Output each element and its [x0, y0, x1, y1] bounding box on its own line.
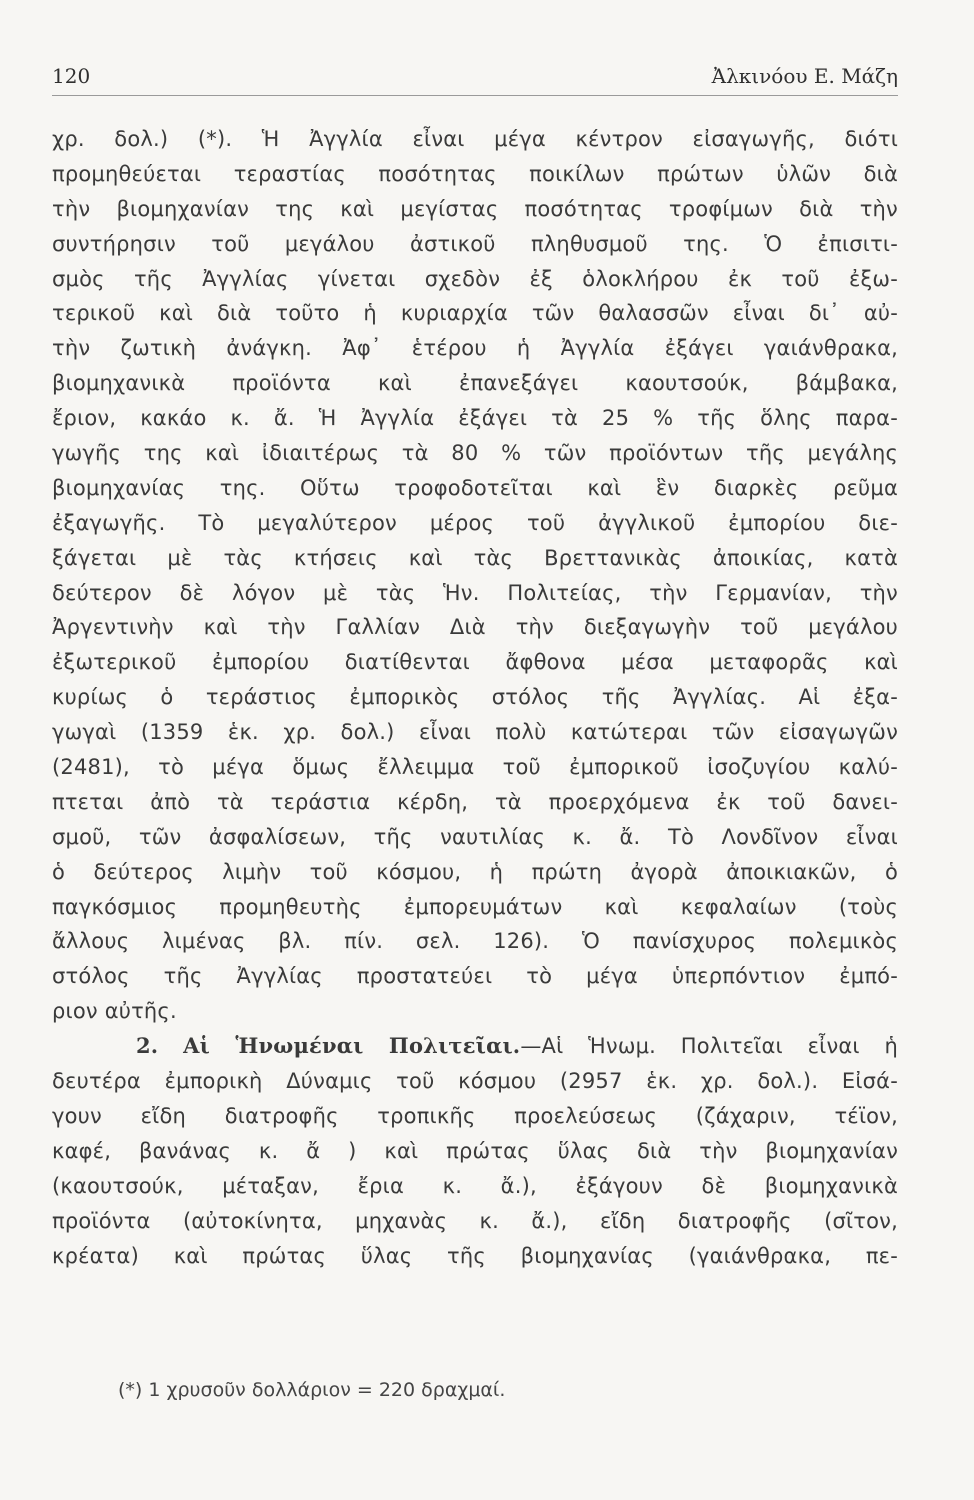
text-line: ξάγεται μὲ τὰς κτήσεις καὶ τὰς Βρεττανικὰς ἀποικίας, κατὰ — [52, 545, 898, 570]
text-line: κρέατα) καὶ πρώτας ὕλας τῆς βιομηχανίας (γαιάνθρακα, πε- — [52, 1243, 898, 1268]
text-line: σμὸς τῆς Ἀγγλίας γίνεται σχεδὸν ἐξ ὁλοκλήρου ἐκ τοῦ ἐξω- — [52, 266, 898, 291]
text-line: (2481), τὸ μέγα ὅμως ἔλλειμμα τοῦ ἐμπορικοῦ ἰσοζυγίου καλύ- — [52, 755, 898, 780]
page-number: 120 — [52, 64, 91, 88]
text-line: χρ. δολ.) (*). Ἡ Ἀγγλία εἶναι μέγα κέντρον εἰσαγωγῆς, διότι — [52, 127, 898, 151]
text-line: ἐξαγωγῆς. Τὸ μεγαλύτερον μέρος τοῦ ἀγγλικοῦ ἐμπορίου διε- — [52, 510, 898, 535]
text-line: βιομηχανικὰ προϊόντα καὶ ἐπανεξάγει καουτσούκ, βάμβακα, — [52, 371, 898, 396]
section-number: 2. — [136, 1033, 159, 1059]
text-line: (καουτσούκ, μέταξαν, ἔρια κ. ἄ.), ἐξάγουν δὲ βιομηχανικὰ — [52, 1173, 898, 1198]
text-line: Ἀργεντινὴν καὶ τὴν Γαλλίαν Διὰ τὴν διεξαγωγὴν τοῦ μεγάλου — [52, 615, 898, 640]
text-line: προμηθεύεται τεραστίας ποσότητας ποικίλων πρώτων ὑλῶν διὰ — [52, 161, 898, 186]
text-line: δεύτερον δὲ λόγον μὲ τὰς Ἡν. Πολιτείας, τὴν Γερμανίαν, τὴν — [52, 580, 898, 605]
section-title: Αἱ Ἡνωμέναι Πολιτεῖαι. — [183, 1033, 521, 1059]
text-line: κυρίως ὁ τεράστιος ἐμπορικὸς στόλος τῆς Ἀγγλίας. Αἱ ἐξα- — [52, 685, 898, 710]
text-line: ὁ δεύτερος λιμὴν τοῦ κόσμου, ἡ πρώτη ἀγορὰ ἀποικιακῶν, ὁ — [52, 859, 898, 884]
text-line: ἔριον, κακάο κ. ἄ. Ἡ Ἀγγλία ἐξάγει τὰ 25 % τῆς ὅλης παρα- — [52, 406, 898, 431]
text-line: γωγαὶ (1359 ἑκ. χρ. δολ.) εἶναι πολὺ κατώτεραι τῶν εἰσαγωγῶν — [52, 720, 898, 745]
text-line: τὴν ζωτικὴ ἀνάγκη. Ἀφ᾽ ἑτέρου ἡ Ἀγγλία ἐξάγει γαιάνθρακα, — [52, 336, 898, 361]
header-rule — [52, 95, 898, 96]
text-line: συντήρησιν τοῦ μεγάλου ἀστικοῦ πληθυσμοῦ της. Ὁ ἐπισιτι- — [52, 231, 898, 256]
text-line: παγκόσμιος προμηθευτὴς ἐμπορευμάτων καὶ κεφαλαίων (τοὺς — [52, 894, 898, 919]
text-line: στόλος τῆς Ἀγγλίας προστατεύει τὸ μέγα ὑπερπόντιον ἐμπό- — [52, 964, 898, 989]
section-first-line: —Αἱ Ἡνωμ. Πολιτεῖαι εἶναι ἡ — [520, 1034, 898, 1059]
text-line: σμοῦ, τῶν ἀσφαλίσεων, τῆς ναυτιλίας κ. ἄ. Τὸ Λονδῖνον εἶναι — [52, 824, 898, 849]
text-line: δευτέρα ἐμπορικὴ Δύναμις τοῦ κόσμου (2957 ἑκ. χρ. δολ.). Εἰσά- — [52, 1069, 898, 1094]
text-line: πτεται ἀπὸ τὰ τεράστια κέρδη, τὰ προερχόμενα ἐκ τοῦ δανει- — [52, 789, 898, 814]
text-line: ἄλλους λιμένας βλ. πίν. σελ. 126). Ὁ πανίσχυρος πολεμικὸς — [52, 929, 898, 954]
running-title: Ἀλκινόου Ε. Μάζη — [711, 64, 898, 88]
text-line: τὴν βιομηχανίαν της καὶ μεγίστας ποσότητας τροφίμων διὰ τὴν — [52, 196, 898, 221]
body-text — [52, 122, 898, 1273]
text-line: καφέ, βανάνας κ. ἄ ) καὶ πρώτας ὕλας διὰ τὴν βιομηχανίαν — [52, 1138, 898, 1163]
footnote: (*) 1 χρυσοῦν δολλάριον = 220 δραχμαί. — [118, 1379, 506, 1401]
text-line: βιομηχανίας της. Οὕτω τροφοδοτεῖται καὶ ἓν διαρκὲς ρεῦμα — [52, 475, 898, 500]
text-line: ἐξωτερικοῦ ἐμπορίου διατίθενται ἄφθονα μέσα μεταφορᾶς καὶ — [52, 650, 898, 675]
text-line: γωγῆς της καὶ ἰδιαιτέρως τὰ 80 % τῶν προϊόντων τῆς μεγάλης — [52, 441, 898, 466]
section-2 — [52, 1029, 898, 1273]
paragraph-1 — [52, 122, 898, 1029]
text-line: τερικοῦ καὶ διὰ τοῦτο ἡ κυριαρχία τῶν θαλασσῶν εἶναι δι᾽ αὐ- — [52, 301, 898, 326]
text-line: ριον αὐτῆς. — [52, 999, 177, 1024]
text-line: γουν εἴδη διατροφῆς τροπικῆς προελεύσεως (ζάχαριν, τέϊον, — [52, 1103, 898, 1128]
text-line: προϊόντα (αὐτοκίνητα, μηχανὰς κ. ἄ.), εἴδη διατροφῆς (σῖτον, — [52, 1208, 898, 1233]
section-heading-line — [52, 1029, 898, 1064]
